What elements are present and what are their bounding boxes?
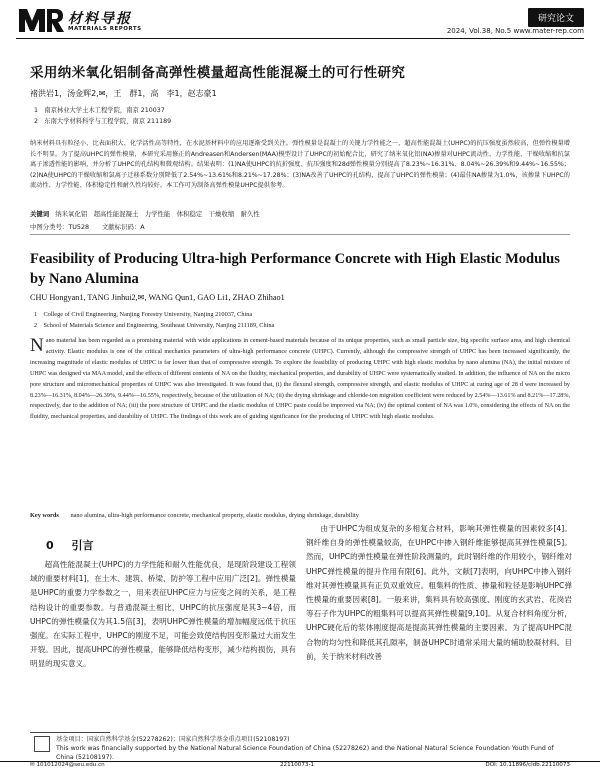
affiliation-en-2: 2 School of Materials Science and Engineering, Southeast University, Nanjing 211189, China: [34, 322, 275, 329]
page-number: 22110073-1: [280, 762, 315, 768]
journal-name: [68, 8, 142, 32]
title-en: Feasibility of Producing Ultra-high Performance Concrete with High Elastic Modulus by Nano Alumina: [30, 251, 560, 287]
title-cn: 采用纳米氧化铝制备高弹性模量超高性能混凝土的可行性研究: [30, 65, 406, 81]
abstract-drop-cap: N: [30, 335, 44, 356]
journal-name-cn: 材料导报: [68, 11, 132, 27]
keywords-cn-label: 关键词: [30, 210, 50, 218]
corresponding-email: ✉ 101012024@seu.edu.cn: [30, 762, 105, 768]
authors-en: CHU Hongyan1, TANG Jinhui2,✉, WANG Qun1, GAO Li1, ZHAO Zhihao1: [30, 293, 285, 302]
doi: DOI: 10.11896/cldb.22110073: [485, 762, 570, 768]
abstract-cn: 纳米材料具有粒径小、比表面积大、化学活性高等特性，在水泥基材料中的应用逐渐受到关注。弹性模量是混凝土的关键力学性能之一，超高性能混凝土(UHPC)的抗压强度虽然较高，但弹性模量增长不明显。为了提高UHPC的弹性模量，本研究采用修正的Andreasen和Andersen(MAA)模型设计了UHPC的初始配合比，研究了纳米氧化铝(NA)掺量对UHPC流动性、力学性能、干燥收缩和抗氯离子渗透性能的影响，并分析了UHPC的孔结构和微观结构。结果表明：(1)NA使UHPC的抗折强度、抗压强度和28d弹性模量分别提高了8.23%~16.31%、8.04%~26.39%和9.44%~16.55%；(2)NA使UHPC的干燥收缩和氯离子迁移系数分别降低了2.54%~13.61%和8.21%~17.28%；(3)NA改善了UHPC的孔结构，提高了UHPC的弹性模量；(4)最佳NA掺量为1.0%，该掺量下UHPC的流动性、力学性能、体积稳定性和耐久性均较好。本工作可为制备高弹性模量UHPC提供参考。: [30, 140, 570, 190]
keywords-en-text: nano alumina, ultra-high performance concrete, mechanical property, elastic modulus, drying shrinkage, durability: [70, 512, 359, 519]
body-column-left: 超高性能混凝土(UHPC)的力学性能和耐久性能优良，是现阶段建设工程领域的重要材料[1]，在土木、建筑、桥梁、防护等工程中应用广泛[2]。弹性模量是UHPC的重要力学参数之一，用来表征UHPC应力与应变之间的关系，是工程结构设计的重要参数。与普通混凝土相比，UHPC的抗压强度是其3~4倍，而UHPC的弹性模量仅为其1.5倍[3]，表明UHPC弹性模量的增加幅度远低于抗压强度。在实际工程中，UHPC的刚度不足，可能会致使结构因变形量过大而发生开裂。因此，提高UHPC的弹性模量，能够降低结构变形，减少结构损伤，具有明显的现实意义。: [30, 560, 296, 669]
keywords-cn: [30, 209, 260, 218]
journal-logo: [18, 5, 142, 35]
keywords-en: [30, 512, 359, 519]
abstract-en: [30, 336, 570, 423]
affiliation-cn-1: 1 南京林业大学土木工程学院，南京 210037: [34, 107, 165, 114]
qr-code-icon: [34, 736, 50, 752]
keywords-cn-text: 纳米氧化铝 超高性能混凝土 力学性能 体积稳定 干燥收缩 耐久性: [55, 210, 260, 218]
section-heading: [46, 537, 94, 553]
issue-info: 2024, Vol.38, No.5 www.mater-rep.com: [446, 27, 584, 35]
authors-cn: 褚洪岩1，汤金辉2,✉，王 群1，高 李1，赵志豪1: [30, 89, 217, 98]
section-number: 0: [46, 539, 54, 552]
affiliation-cn-2: 2 东南大学材料科学与工程学院，南京 211189: [34, 118, 172, 125]
header-rule: [16, 38, 584, 39]
section-divider: [30, 234, 570, 235]
keywords-en-label: Key words: [30, 512, 59, 519]
article-type-badge: 研究论文: [528, 8, 584, 27]
journal-name-en: MATERIALS REPORTS: [68, 26, 142, 32]
body-column-right: 由于UHPC为组成复杂的多相复合材料，影响其弹性模量的因素较多[4]。钢纤维自身的弹性模量较高，在UHPC中掺入钢纤维能够提高其弹性模量[5]。然而，UHPC的弹性模量在弹性阶段测量的，此时钢纤维的作用较小，钢纤维对UHPC弹性模量的提升作用有限[6]。此外，文献[7]表明，向UHPC中掺入钢纤维对其弹性模量具有正负双重效应。粗集料的性质、掺量和粒径是影响UHPC弹性模量的重要因素[8]。一般来讲，集料具有较高强度、刚度的玄武岩、花岗岩等石子作为UHPC的粗集料可以提高其弹性模量[9,10]。从复合材料角度分析，UHPC硬化后的浆体刚度提高是提高其弹性模量的主要因素。为了提高UHPC混合物的均匀性和降低其孔隙率，制备UHPC时通常采用大量的辅助胶凝材料。目前，关于纳米材料改善: [306, 524, 572, 661]
logo-mark-icon: [18, 7, 64, 33]
footnote-rule: [30, 732, 110, 733]
classification-cn: 中图分类号：TU528 文献标识码：A: [30, 223, 145, 231]
affiliation-en-1: 1 College of Civil Engineering, Nanjing Forestry University, Nanjing 210037, China: [34, 311, 253, 318]
section-title: 引言: [71, 539, 94, 552]
abstract-en-text: ano material has been regarded as a promising material with wide applications in cement-based materials because of its unique properties, such as small particle size, big specific surface area, and high chemical activity. Elastic modulus is one of the critical mechanics parameters of ultra-high performance concrete (UHPC). Currently, although the compressive strength of UHPC has been increased significantly, the increasing magnitude of elastic modulus of UHPC is far lower than that of compressive strength. To explore the feasibility of producing UHPC with high elastic modulus by nano alumina (NA), the initial mixture of UHPC was designed via MAA model, and the effects of different contents of NA on the fluidity, mechanical properties, and durability of UHPC were systematically studied. In addition, the influence of NA on the micro pore structure and micromechanical properties of UHPC was also investigated. It was found that, (i) the flexural strength, compressive strength, and elastic modulus of UHPC at curing age of 28 d were increased by 8.23%—16.31%, 8.04%—26.39%, 9.44%—16.55%, respectively, because of the utilization of NA; (ii) the drying shrinkage and chloride-ion migration coefficient were reduced by 2.54%—13.61% and 8.21%—17.28%, respectively, due to the addition of NA; (iii) the pore structure of UHPC and the elastic modulus of UHPC paste could be improved via NA; (iv) the optimal content of NA was 1.0%, considering the effects of NA on the fluidity, mechanical properties, and durability of UHPC. The findings of this work are of guiding significance for the producing of UHPC with high elastic modulus.: [30, 338, 570, 421]
funding-footnote: 基金项目：国家自然科学基金(52278262)；国家自然科学基金重点项目(52108197) This work was financially supported by the National Natural Science Foundation of China (52278262) and the National Natural Science Foundation Youth Fund of China (52108197).: [56, 736, 554, 762]
